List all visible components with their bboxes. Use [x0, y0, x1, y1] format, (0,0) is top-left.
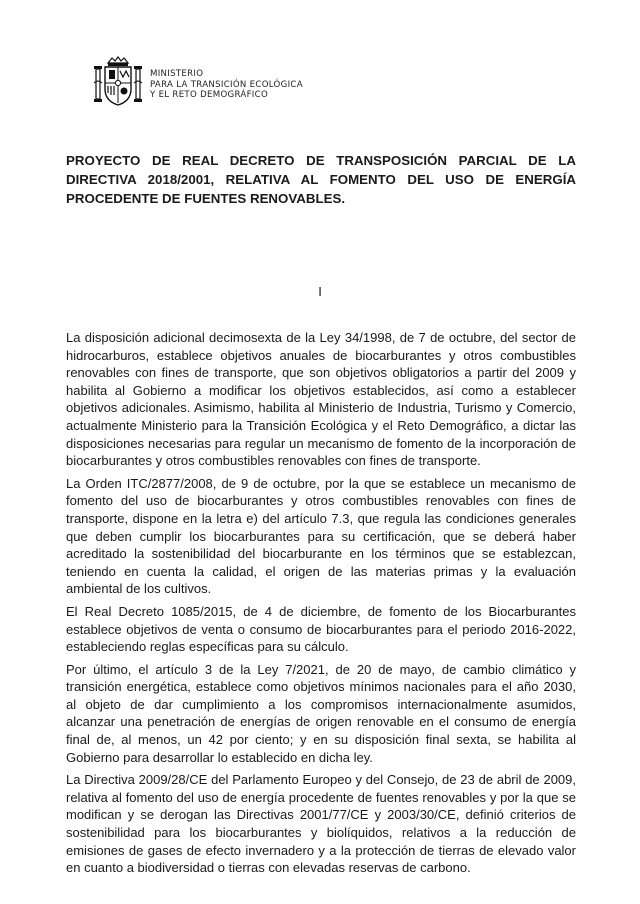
document-title: PROYECTO DE REAL DECRETO DE TRANSPOSICIÓN PARCIAL DE LA DIRECTIVA 2018/2001, RELATIVA AL FOMENTO DEL USO DE ENERGÍA PROCEDENTE DE FUENTES RENOVABLES. [66, 153, 576, 206]
section-number: I [318, 284, 322, 299]
paragraph: La Orden ITC/2877/2008, de 9 de octubre, por la que se establece un mecanismo de fomento del uso de biocarburantes y otros combustibles renovables con fines de transporte, dispone en la letra e) del artículo 7.3, que regula las condiciones generales que deben cumplir los biocarburantes para su certificación, que se deberá haber acreditado la sostenibilidad del biocarburante en los términos que se establezcan, teniendo en cuenta la calidad, el origen de las materias primas y la evaluación ambiental de los cultivos. [66, 475, 576, 597]
paragraph: Por último, el artículo 3 de la Ley 7/2021, de 20 de mayo, de cambio climático y transición energética, establece como objetivos mínimos nacionales para el año 2030, al objeto de dar cumplimiento a los compromisos internacionalmente asumidos, alcanzar una penetración de energías de origen renovable en el consumo de energía final de, al menos, un 42 por ciento; y en su disposición final sexta, se habilita al Gobierno para desarrollar lo establecido en dicha ley. [66, 661, 576, 765]
ministry-name [150, 69, 303, 101]
letterhead [92, 55, 303, 109]
ministry-line: PARA LA TRANSICIÓN ECOLÓGICA [150, 79, 303, 90]
paragraph: El Real Decreto 1085/2015, de 4 de diciembre, de fomento de los Biocarburantes establece objetivos de venta o consumo de biocarburantes para el periodo 2016-2022, estableciendo reglas específicas para su cálculo. [66, 603, 576, 655]
document-body [66, 329, 576, 882]
ministry-line: Y EL RETO DEMOGRÁFICO [150, 90, 269, 100]
ministry-line: MINISTERIO [150, 69, 204, 79]
paragraph: La Directiva 2009/28/CE del Parlamento Europeo y del Consejo, de 23 de abril de 2009, relativa al fomento del uso de energía procedente de fuentes renovables y por la que se modifican y se derogan las Directivas 2001/77/CE y 2003/30/CE, definió criterios de sostenibilidad para los biocarburantes y biolíquidos, relativos a la reducción de emisiones de gases de efecto invernadero y a la protección de tierras de elevado valor en cuanto a biodiversidad o tierras con elevadas reservas de carbono. [66, 772, 576, 876]
paragraph: La disposición adicional decimosexta de la Ley 34/1998, de 7 de octubre, del sector de hidrocarburos, establece objetivos anuales de biocarburantes y otros combustibles renovables con fines de transporte, que son objetivos obligatorios a partir del 2009 y habilita al Gobierno a modificar los objetivos establecidos, así como a establecer objetivos adicionales. Asimismo, habilita al Ministerio de Industria, Turismo y Comercio, actualmente Ministerio para la Transición Ecológica y el Reto Demográfico, a dictar las disposiciones necesarias para regular un mecanismo de fomento de la incorporación de biocarburantes y otros combustibles renovables con fines de transporte. [66, 330, 576, 469]
coat-of-arms-logo [92, 55, 144, 109]
